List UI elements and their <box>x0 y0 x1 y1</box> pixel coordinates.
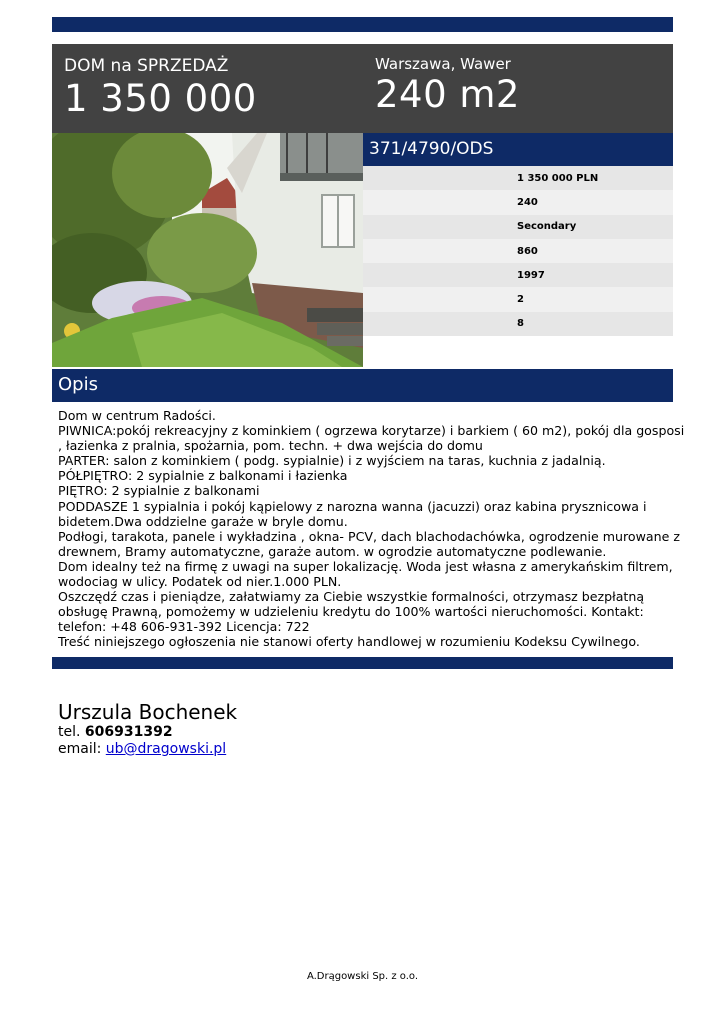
description-line: , łazienka z pralnia, spożarnia, pom. techn. + dwa wejścia do domu <box>58 438 483 454</box>
details-value: 240 <box>517 196 538 208</box>
description-line: Dom idealny też na firmę z uwagi na super lokalizację. Woda jest własna z amerykańskim filtrem, <box>58 558 673 574</box>
area-headline: 240 m2 <box>375 73 520 116</box>
agent-email-line <box>58 741 237 758</box>
top-accent-bar <box>52 17 673 32</box>
details-row-area <box>363 190 673 214</box>
description-line: Dom w centrum Radości. <box>58 408 216 423</box>
description-line: PARTER: salon z kominkiem ( podg. sypialnie) i z wyjściem na taras, kuchnia z jadalnią. <box>58 453 606 469</box>
agent-name: Urszula Bochenek <box>58 700 238 724</box>
description-line: PIĘTRO: 2 sypialnie z balkonami <box>58 483 260 499</box>
details-table <box>363 166 673 336</box>
footer-company: A.Drągowski Sp. z o.o. <box>306 971 419 982</box>
property-photo <box>52 133 363 367</box>
location: Warszawa, Wawer <box>375 55 511 73</box>
bottom-accent-bar <box>52 657 673 669</box>
details-value: 860 <box>517 245 538 257</box>
description-line: drewnem, Bramy automatyczne, garaże autom. w ogrodzie automatyczne podlewanie. <box>58 543 607 559</box>
listing-header <box>52 44 673 133</box>
agent-contact <box>58 700 237 758</box>
phone-number: 606931392 <box>84 724 173 740</box>
header-right <box>375 55 520 116</box>
price-headline: 1 350 000 <box>64 77 257 120</box>
header-left <box>64 56 257 120</box>
property-type: DOM na SPRZEDAŻ <box>64 56 229 76</box>
email-link[interactable]: ub@dragowski.pl <box>105 741 227 757</box>
description-line: wodociag w ulicy. Podatek od nier.1.000 PLN. <box>58 574 342 590</box>
description-line: bidetem.Dwa oddzielne garaże w bryle domu. <box>58 513 348 529</box>
details-row-price <box>363 166 673 190</box>
details-row-plot <box>363 239 673 263</box>
reference-number: 371/4790/ODS <box>363 133 673 166</box>
agent-phone-line <box>58 724 237 741</box>
details-row-market <box>363 215 673 239</box>
description-line: Oszczędź czas i pieniądze, załatwiamy za Ciebie wszystkie formalności, otrzymasz bezpłatną <box>58 589 645 605</box>
details-value: 8 <box>517 318 524 330</box>
description-line: PIWNICA:pokój rekreacyjny z kominkiem ( ogrzewa korytarze) i barkiem ( 60 m2), pokój dla gosposi <box>58 423 685 439</box>
description-line: PODDASZE 1 sypialnia i pokój kąpielowy z narozna wanna (jacuzzi) oraz kabina prysznicowa i <box>58 498 647 514</box>
description-line: PÓŁPIĘTRO: 2 sypialnie z balkonami i łazienka <box>58 468 348 484</box>
phone-label: tel. <box>58 724 81 740</box>
details-row-year <box>363 263 673 287</box>
description-line: obsługę Prawną, pomożemy w udzieleniu kredytu do 100% wartości nieruchomości. Kontakt: <box>58 604 644 620</box>
details-value: Secondary <box>517 221 577 233</box>
details-value: 2 <box>517 294 524 306</box>
details-value: 1 350 000 PLN <box>517 172 599 184</box>
description-heading: Opis <box>52 369 673 402</box>
email-label: email: <box>58 741 102 757</box>
details-row-rooms <box>363 312 673 336</box>
description-line: Treść niniejszego ogłoszenia nie stanowi oferty handlowej w rozumieniu Kodeksu Cywilnego. <box>58 634 640 650</box>
details-row-floors <box>363 287 673 311</box>
description-line: Podłogi, tarakota, panele i wykładzina , okna- PCV, dach blachodachówka, ogrodzenie murowane z <box>58 528 680 544</box>
description-line: telefon: +48 606-931-392 Licencja: 722 <box>58 619 310 635</box>
description-text <box>58 408 685 650</box>
details-value: 1997 <box>517 269 545 281</box>
